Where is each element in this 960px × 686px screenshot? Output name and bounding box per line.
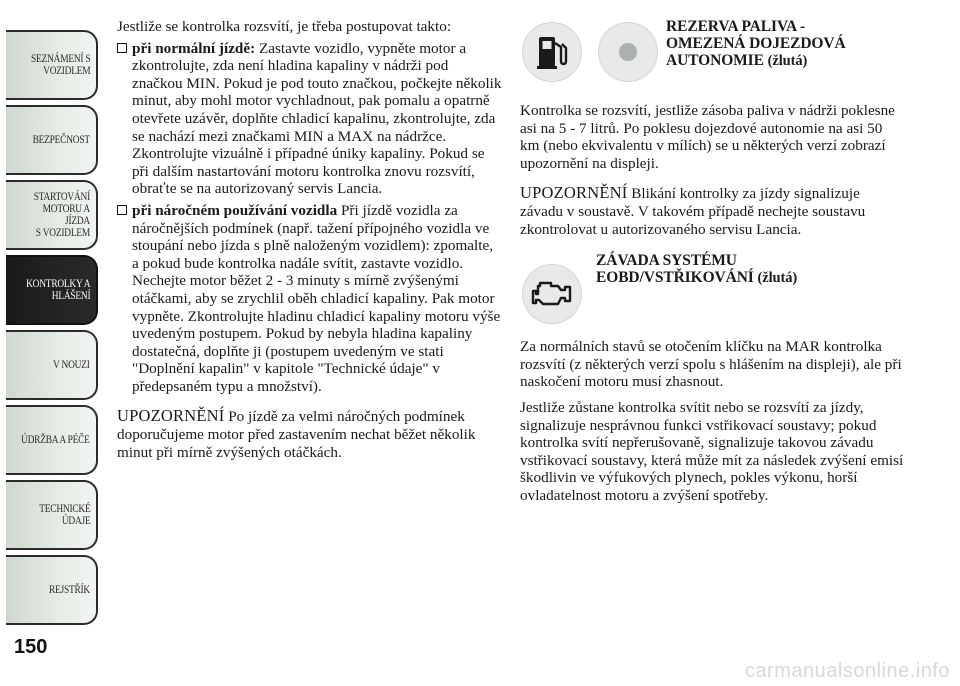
indicator-dot-icon (598, 22, 658, 82)
tab-label: V NOUZI (53, 359, 90, 371)
tab-label: KONTROLKY A HLÁŠENÍ (25, 278, 90, 302)
bullet-normal-driving (117, 40, 502, 198)
tab-bezpecnost[interactable] (6, 105, 98, 175)
tab-kontrolky-a-hlaseni[interactable] (6, 255, 98, 325)
title-line: EOBD/VSTŘIKOVÁNÍ (596, 269, 754, 287)
title-line: ZÁVADA SYSTÉMU (596, 252, 737, 270)
fuel-reserve-title (666, 18, 846, 70)
fuel-warning-paragraph (520, 184, 905, 238)
page-number: 150 (14, 636, 48, 658)
tab-seznameni-s-vozidlem[interactable] (6, 30, 98, 100)
bullet-heavy-use (117, 202, 502, 396)
eobd-paragraph-2: Jestliže zůstane kontrolka svítit nebo se rozsvítí za jízdy, signalizuje nesprávnou funkci vstřikovací soustavy; pokud kontrolka svítí nepřerušovaně, signalizuje takovou závadu vstřikovací soustavy, která může mít za následek zvýšení emisí škodlivin ve výfukových plynech, pokles výkonu, horší ovladatelnost motoru a zvýšení spotřeby. (520, 398, 904, 504)
warning-keyword: UPOZORNĚNÍ (520, 183, 628, 203)
warning-paragraph (117, 407, 502, 461)
tab-technicke-udaje[interactable] (6, 480, 98, 550)
tab-startovani-motoru[interactable] (6, 180, 98, 250)
title-line: REZERVA PALIVA - (666, 18, 806, 35)
warning-text: Po jízdě za velmi náročných podmínek doporučujeme motor před zastavením nechat běžet několik minut při mírně zvýšených otáčkách. (117, 408, 476, 461)
eobd-paragraph-1: Za normálních stavů se otočením klíčku na MAR kontrolka rozsvítí (z některých verzí spolu s hlášením na displeji), ale při naskočení motoru musí zhasnout. (520, 338, 902, 391)
tab-label: STARTOVÁNÍ MOTORU A JÍZDA S VOZIDLEM (33, 191, 90, 239)
fuel-reserve-paragraph: Kontrolka se rozsvítí, jestliže zásoba paliva v nádrži poklesne asi na 5 - 7 litrů. Po poklesu dojezdové autonomie na asi 50 km (nebo ekvivalentu v mílích) se u některých verzí zobrazí upozornění na displeji. (520, 102, 895, 172)
title-line: OMEZENÁ DOJEZDOVÁ (666, 35, 846, 52)
title-line: AUTONOMIE (666, 52, 764, 69)
warning-keyword: UPOZORNĚNÍ (117, 406, 225, 426)
engine-check-icon (522, 264, 582, 324)
tab-label: REJSTŘÍK (49, 584, 90, 596)
title-color-note: (žlutá) (767, 53, 808, 69)
tab-v-nouzi[interactable] (6, 330, 98, 400)
fuel-reserve-header (520, 18, 905, 102)
warning-text: Blikání kontrolky za jízdy signalizuje závadu v soustavě. V takovém případě nechejte soustavu zkontrolovat u autorizovaného servisu Lancia. (520, 185, 866, 238)
watermark: carmanualsonline.info (744, 660, 950, 682)
right-column (520, 18, 905, 505)
tab-label: TECHNICKÉ ÚDAJE (38, 503, 90, 527)
fuel-pump-icon (522, 22, 582, 82)
bullet-text: Při jízdě vozidla za náročnějších podmínek (např. tažení přípojného vozidla ve stoupání nebo jízda s plně naloženým vozidlem): zpomalte, a pokud bude kontrolka nadále svítit, zastavte vozidlo. Nechejte motor běžet 2 - 3 minuty s mírně zvýšenými otáčkami, aby se zrychlil oběh chladicí kapaliny. Pak motor vypněte. Zkontrolujte hladinu chladicí kapaliny motoru výše uvedeným postupem. Pokud by nebyla hladina kapaliny dostatečná, doplňte ji (postupem uvedeným ve stati "Doplnění kapalin" v kapitole "Technické údaje" v předepsaném typu a množství). (132, 201, 501, 395)
title-color-note: (žlutá) (757, 270, 798, 287)
tab-label: ÚDRŽBA A PÉČE (21, 434, 90, 446)
checkbox-bullet-icon (117, 205, 127, 215)
bullet-label: při náročném používání vozidla (132, 201, 338, 219)
tab-rejstrik[interactable] (6, 555, 98, 625)
eobd-header (520, 252, 905, 338)
left-column (117, 18, 502, 461)
tab-udrzba-a-pece[interactable] (6, 405, 98, 475)
checkbox-bullet-icon (117, 43, 127, 53)
tab-label: SEZNÁMENÍ S VOZIDLEM (30, 53, 90, 77)
eobd-title (596, 252, 797, 287)
tab-label: BEZPEČNOST (32, 134, 90, 146)
bullet-label: při normální jízdě: (132, 39, 256, 57)
intro-text: Jestliže se kontrolka rozsvítí, je třeba postupovat takto: (117, 18, 452, 35)
chapter-sidebar (0, 0, 100, 640)
bullet-text: Zastavte vozidlo, vypněte motor a zkontrolujte, zda není hladina kapaliny v nádrži pod značkou MIN. Pokud je pod touto značkou, počkejte několik minut, aby mohl motor vychladnout, pak pomalu a opatrně otevřete uzávěr, doplňte chladicí kapalinu, zkontrolujte, zda se nachází mezi značkami MIN a MAX na nádržce. Zkontrolujte vizuálně i případné úniky kapaliny. Pokud se při dalším nastartování motoru kontrolka znovu rozsvítí, obraťte se na autorizovaný servis Lancia. (132, 39, 502, 198)
